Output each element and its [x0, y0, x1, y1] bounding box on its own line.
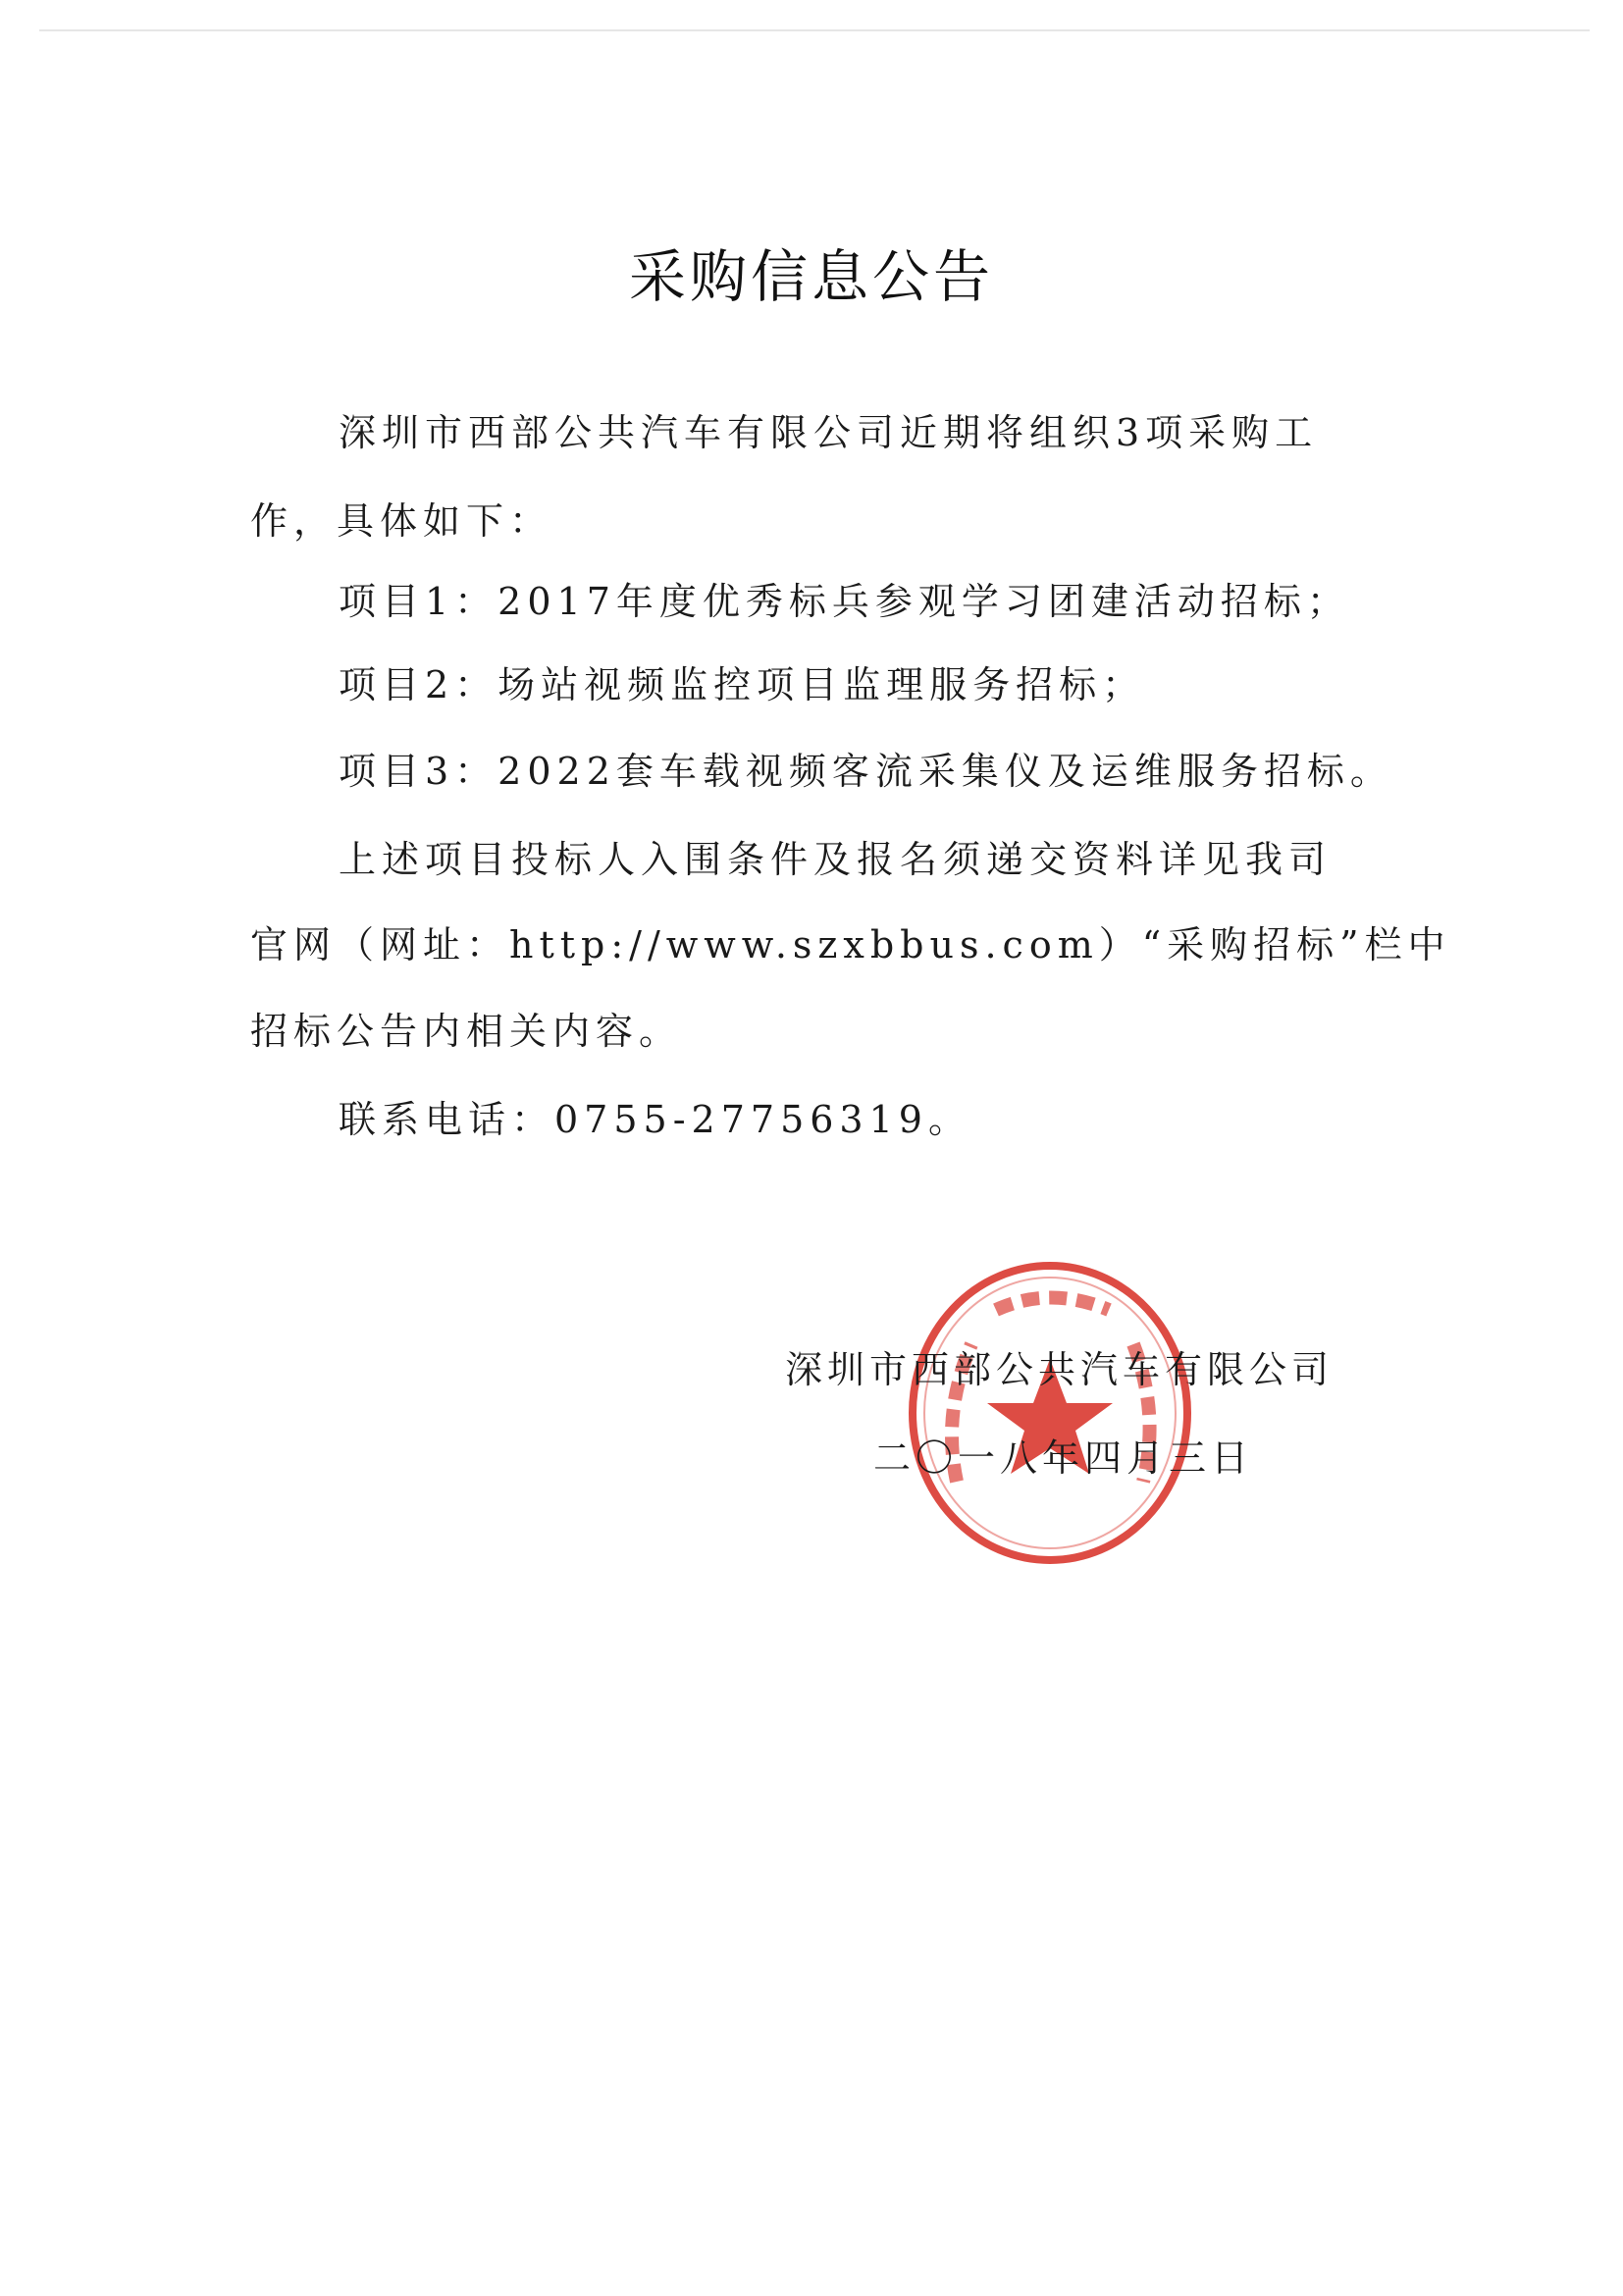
page-title: 采购信息公告 — [628, 243, 994, 310]
intro-line-1: 深圳市西部公共汽车有限公司近期将组织3项采购工 — [339, 411, 1319, 454]
item-3: 项目3：2022套车载视频客流采集仪及运维服务招标。 — [339, 750, 1393, 793]
detail-line-1: 上述项目投标人入围条件及报名须递交资料详见我司 — [339, 838, 1333, 881]
red-star-seal-icon — [903, 1256, 1197, 1570]
detail-line-3: 招标公告内相关内容。 — [250, 1010, 683, 1053]
item-1: 项目1：2017年度优秀标兵参观学习团建活动招标； — [339, 580, 1350, 623]
item-2: 项目2：场站视频监控项目监理服务招标； — [339, 663, 1146, 706]
intro-line-2: 作，具体如下： — [250, 499, 553, 543]
signature-company: 深圳市西部公共汽车有限公司 — [785, 1348, 1335, 1391]
detail-line-2: 官网（网址：http://www.szxbbus.com）“采购招标”栏中 — [250, 923, 1451, 966]
contact-phone: 联系电话：0755-27756319。 — [339, 1098, 971, 1141]
scan-edge-line — [39, 29, 1590, 31]
signature-date: 二〇一八年四月三日 — [873, 1436, 1254, 1480]
